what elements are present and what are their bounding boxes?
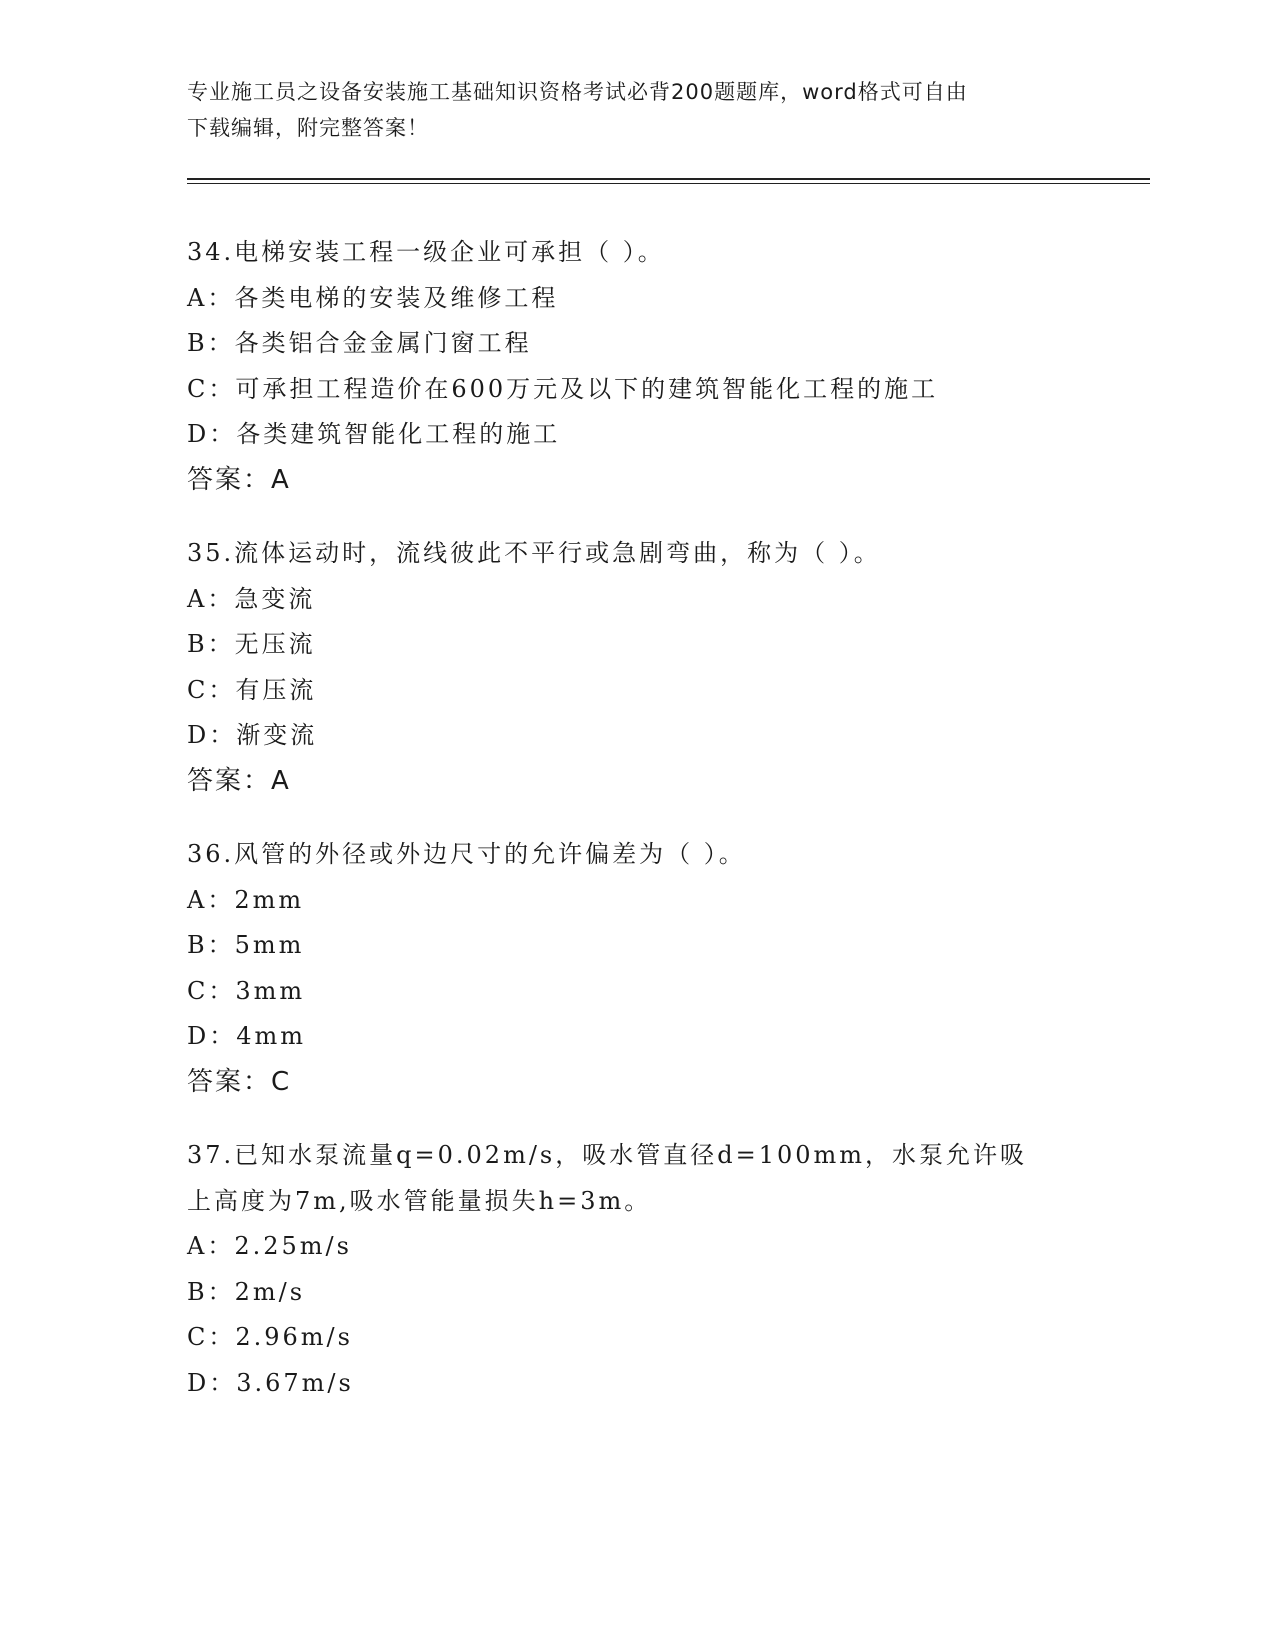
answer-line	[187, 1060, 1087, 1106]
header-line-2: 下载编辑，附完整答案！	[187, 116, 429, 140]
question-stem: 34.电梯安装工程一级企业可承担（ ）。	[187, 238, 665, 266]
answer-label: 答案：	[187, 765, 272, 796]
answer-label: 答案：	[187, 1066, 272, 1097]
option-c: C：2.96m/s	[187, 1323, 353, 1351]
option-a: A：急变流	[187, 584, 316, 613]
question-list	[187, 230, 1087, 1434]
question-stem: 36.风管的外径或外边尺寸的允许偏差为（ ）。	[187, 840, 746, 868]
option-b: B：无压流	[187, 630, 316, 658]
option-b: B：各类铝合金金属门窗工程	[187, 329, 532, 357]
answer-label: 答案：	[187, 464, 272, 495]
option-d: D：各类建筑智能化工程的施工	[187, 420, 561, 448]
option-c: C：有压流	[187, 675, 317, 704]
option-d: D：4mm	[187, 1022, 307, 1050]
answer-value: A	[271, 464, 290, 495]
question-stem: 37.已知水泵流量q=0.02m/s，吸水管直径d=100mm，水泵允许吸上高度为7m,吸水管能量损失h=3m。	[187, 1141, 1028, 1215]
option-b: B：5mm	[187, 931, 305, 959]
header-line-1: 专业施工员之设备安装施工基础知识资格考试必背200题题库，word格式可自由	[187, 80, 968, 104]
answer-line	[187, 759, 1087, 805]
question-34	[187, 230, 1087, 503]
option-d: D：3.67m/s	[187, 1368, 354, 1397]
option-d: D：渐变流	[187, 721, 318, 749]
header-divider-thick	[187, 178, 1150, 180]
option-c: C：3mm	[187, 976, 306, 1005]
document-header	[187, 74, 1067, 146]
answer-line	[187, 458, 1087, 504]
header-divider-thin	[187, 183, 1150, 184]
option-c: C：可承担工程造价在600万元及以下的建筑智能化工程的施工	[187, 374, 939, 403]
question-37	[187, 1133, 1087, 1406]
option-b: B：2m/s	[187, 1277, 306, 1306]
question-36	[187, 832, 1087, 1105]
option-a: A：2.25m/s	[187, 1232, 352, 1260]
option-a: A：2mm	[187, 885, 305, 914]
answer-value: A	[271, 765, 290, 796]
question-35	[187, 531, 1087, 804]
option-a: A：各类电梯的安装及维修工程	[187, 283, 559, 312]
answer-value: C	[271, 1066, 291, 1097]
question-stem: 35.流体运动时，流线彼此不平行或急剧弯曲，称为（ ）。	[187, 539, 881, 567]
